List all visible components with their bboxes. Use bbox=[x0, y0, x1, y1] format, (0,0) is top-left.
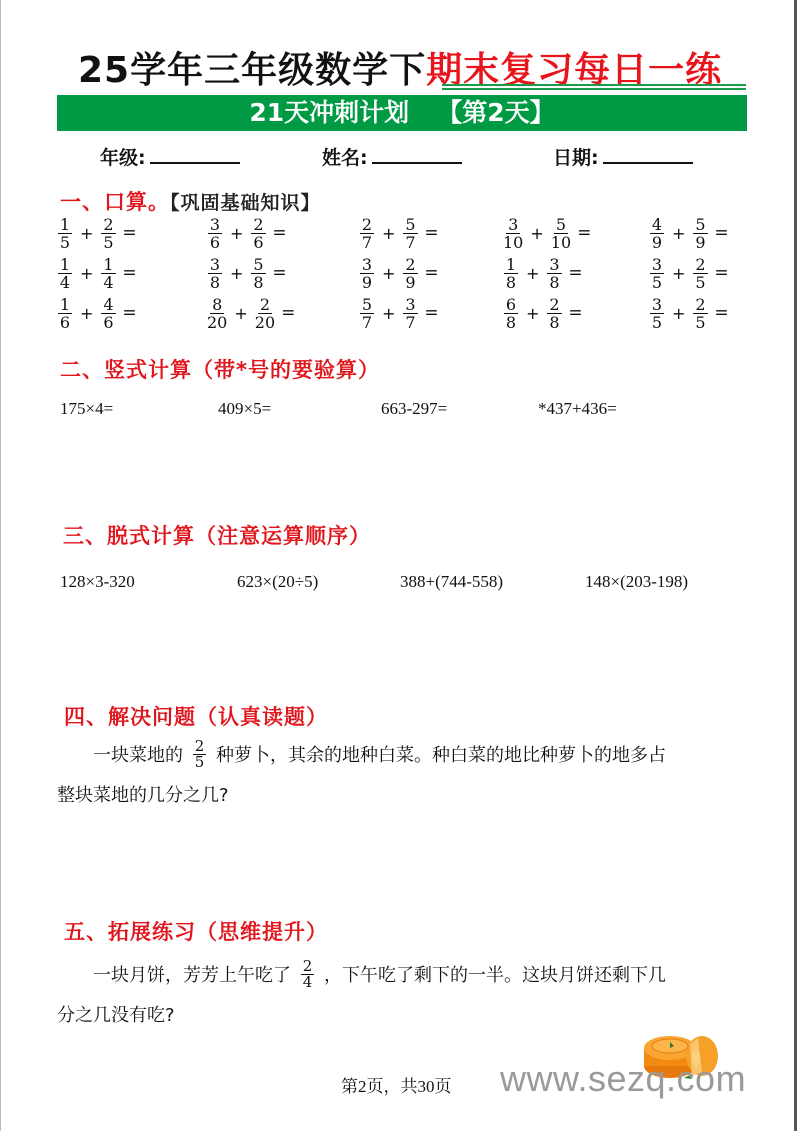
equals-sign: = bbox=[568, 263, 583, 283]
fraction: $\frac{5}{7}$ bbox=[361, 294, 373, 332]
plus-sign: + bbox=[672, 263, 686, 283]
mental-math-item bbox=[503, 293, 583, 333]
fraction: $\frac{2}{20}$ bbox=[254, 294, 276, 332]
stepwise-calc-item: 128×3-320 bbox=[60, 572, 135, 591]
fraction: $\frac{2}{9}$ bbox=[405, 254, 416, 292]
plus-sign: + bbox=[230, 263, 244, 283]
mental-math-item bbox=[359, 213, 439, 253]
fraction: $\frac{3}{7}$ bbox=[405, 294, 416, 332]
stepwise-calc-item: 148×(203-198) bbox=[585, 572, 689, 591]
equals-sign: = bbox=[424, 223, 439, 243]
equals-sign: = bbox=[568, 303, 583, 323]
fraction: $\frac{4}{9}$ bbox=[651, 214, 663, 252]
mental-math-row bbox=[57, 293, 757, 333]
info-row bbox=[0, 143, 800, 173]
plus-sign: + bbox=[672, 303, 686, 323]
mental-math-item bbox=[649, 253, 729, 293]
section2-heading: 二、竖式计算（带*号的要验算） bbox=[60, 358, 380, 382]
fraction: $\frac{1}{5}$ bbox=[59, 214, 71, 252]
mental-math-item bbox=[359, 253, 439, 293]
mental-math-row bbox=[57, 213, 757, 253]
title-black: 25学年三年级数学下 bbox=[78, 50, 427, 91]
mental-math-item bbox=[359, 293, 439, 333]
equals-sign: = bbox=[272, 263, 287, 283]
fraction: $\frac{2}{5}$ bbox=[103, 214, 114, 252]
page-number: 第2页，共30页 bbox=[341, 1077, 452, 1096]
mental-math-grid bbox=[57, 213, 757, 333]
fraction: $\frac{4}{6}$ bbox=[103, 294, 114, 332]
section4-heading: 四、解决问题（认真读题） bbox=[64, 705, 328, 729]
banner-day: 【第2天】 bbox=[437, 98, 555, 127]
title-underline bbox=[442, 84, 746, 90]
problem-4-text: 一块菜地的 $\frac{2}{5}$ 种萝卜，其余的地种白菜。种白菜的地比种萝卜的地多占 整块菜地的几分之几? bbox=[57, 736, 667, 806]
equals-sign: = bbox=[714, 303, 729, 323]
section5-heading: 五、拓展练习（思维提升） bbox=[64, 920, 328, 944]
fraction: $\frac{5}{9}$ bbox=[695, 214, 706, 252]
grade-field[interactable] bbox=[100, 143, 240, 170]
mental-math-item bbox=[503, 213, 591, 253]
plus-sign: + bbox=[526, 263, 540, 283]
vertical-calc-item: 175×4= bbox=[60, 399, 114, 418]
fraction: $\frac{5}{8}$ bbox=[253, 254, 264, 292]
date-blank[interactable] bbox=[603, 144, 693, 164]
mental-math-item bbox=[57, 293, 137, 333]
equals-sign: = bbox=[281, 303, 296, 323]
name-blank[interactable] bbox=[372, 144, 462, 164]
mental-math-row bbox=[57, 253, 757, 293]
plus-sign: + bbox=[80, 263, 94, 283]
fraction: $\frac{3}{9}$ bbox=[361, 254, 373, 292]
watermark: www.sezq.com bbox=[500, 1058, 747, 1099]
fraction: $\frac{1}{8}$ bbox=[505, 254, 517, 292]
mental-math-item bbox=[207, 213, 287, 253]
plus-sign: + bbox=[234, 303, 248, 323]
grade-label: 年级: bbox=[100, 147, 146, 169]
equals-sign: = bbox=[122, 303, 137, 323]
fraction: $\frac{6}{8}$ bbox=[505, 294, 517, 332]
grade-blank[interactable] bbox=[150, 144, 240, 164]
fraction: $\frac{3}{10}$ bbox=[503, 214, 524, 252]
equals-sign: = bbox=[424, 263, 439, 283]
mental-math-item bbox=[207, 293, 295, 333]
vertical-calc-item: *437+436= bbox=[538, 399, 617, 418]
plus-sign: + bbox=[526, 303, 540, 323]
fraction: $\frac{1}{4}$ bbox=[103, 254, 114, 292]
section3-heading: 三、脱式计算（注意运算顺序） bbox=[63, 524, 371, 548]
banner-plan: 21天冲刺计划 bbox=[249, 98, 410, 127]
equals-sign: = bbox=[714, 263, 729, 283]
equals-sign: = bbox=[272, 223, 287, 243]
plus-sign: + bbox=[382, 223, 396, 243]
vertical-calc-item: 663-297= bbox=[381, 399, 448, 418]
mental-math-item bbox=[57, 213, 137, 253]
vertical-calc-item: 409×5= bbox=[218, 399, 272, 418]
stepwise-calc-item: 388+(744-558) bbox=[400, 572, 504, 591]
fraction: $\frac{3}{5}$ bbox=[651, 254, 663, 292]
name-field[interactable] bbox=[322, 143, 462, 170]
equals-sign: = bbox=[122, 223, 137, 243]
mental-math-item bbox=[503, 253, 583, 293]
equals-sign: = bbox=[122, 263, 137, 283]
equals-sign: = bbox=[424, 303, 439, 323]
title-red: 期末复习每日一练 bbox=[426, 50, 723, 91]
fraction: $\frac{2}{8}$ bbox=[549, 294, 560, 332]
fraction: $\frac{2}{5}$ bbox=[695, 294, 706, 332]
fraction: $\frac{2}{7}$ bbox=[361, 214, 373, 252]
mental-math-item bbox=[57, 253, 137, 293]
problem-5-fraction: $\frac{2}{4}$ bbox=[302, 956, 313, 991]
fraction: $\frac{3}{5}$ bbox=[651, 294, 663, 332]
mental-math-item bbox=[207, 253, 287, 293]
fraction: $\frac{3}{8}$ bbox=[209, 254, 221, 292]
mental-math-item bbox=[649, 293, 729, 333]
fraction: $\frac{5}{7}$ bbox=[405, 214, 416, 252]
plan-banner bbox=[57, 95, 747, 131]
fraction: $\frac{3}{6}$ bbox=[209, 214, 221, 252]
fraction: $\frac{1}{4}$ bbox=[59, 254, 71, 292]
plus-sign: + bbox=[80, 303, 94, 323]
problem-5-text: 一块月饼，芳芳上午吃了 $\frac{2}{4}$ ，下午吃了剩下的一半。这块月饼还剩下几 分之几没有吃? bbox=[57, 956, 667, 1026]
plus-sign: + bbox=[382, 263, 396, 283]
fraction: $\frac{5}{10}$ bbox=[550, 214, 572, 252]
plus-sign: + bbox=[672, 223, 686, 243]
fraction: $\frac{1}{6}$ bbox=[59, 294, 71, 332]
plus-sign: + bbox=[80, 223, 94, 243]
equals-sign: = bbox=[577, 223, 592, 243]
date-label: 日期: bbox=[553, 147, 599, 169]
date-field[interactable] bbox=[553, 143, 693, 170]
fraction: $\frac{2}{6}$ bbox=[253, 214, 264, 252]
section1-heading: 一、口算。【巩固基础知识】 bbox=[60, 190, 321, 214]
mental-math-item bbox=[649, 213, 729, 253]
equals-sign: = bbox=[714, 223, 729, 243]
problem-4-fraction: $\frac{2}{5}$ bbox=[194, 736, 205, 771]
plus-sign: + bbox=[230, 223, 244, 243]
plus-sign: + bbox=[530, 223, 544, 243]
fraction: $\frac{2}{5}$ bbox=[695, 254, 706, 292]
plus-sign: + bbox=[382, 303, 396, 323]
stepwise-calc-item: 623×(20÷5) bbox=[237, 572, 319, 591]
name-label: 姓名: bbox=[322, 147, 368, 169]
fraction: $\frac{3}{8}$ bbox=[549, 254, 560, 292]
fraction: $\frac{8}{20}$ bbox=[207, 294, 228, 332]
